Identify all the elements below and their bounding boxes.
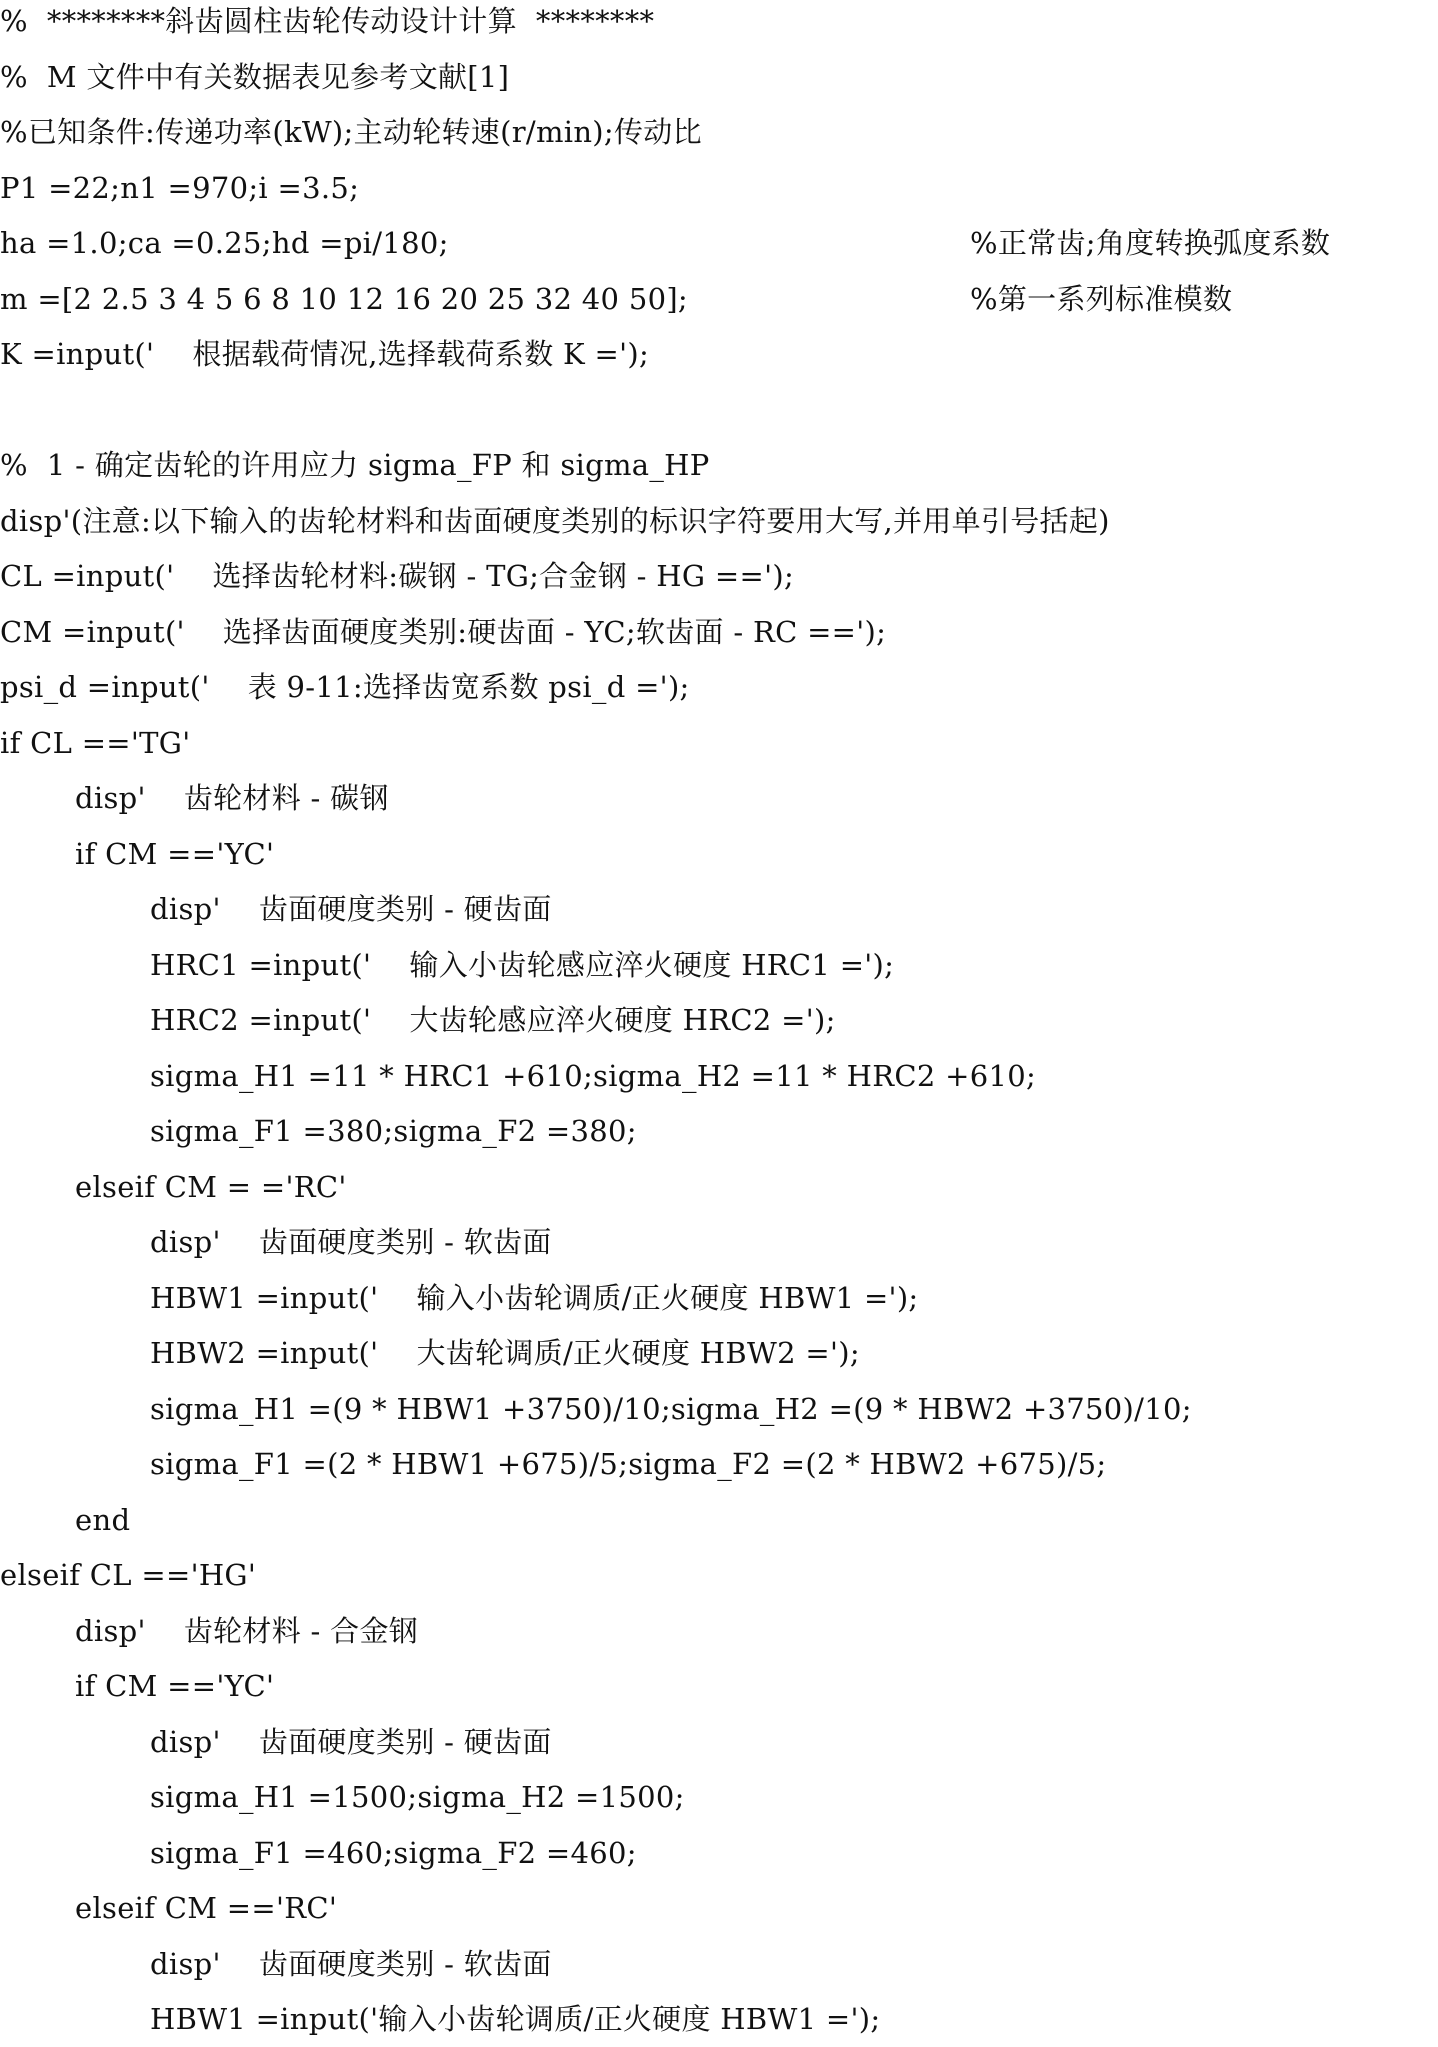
code-line [75, 1662, 274, 1710]
code-line-text: HRC2 =input(' 大齿轮感应淬火硬度 HRC2 ='); [150, 1003, 836, 1037]
code-line-text: sigma_H1 =(9 * HBW1 +3750)/10;sigma_H2 =(9 * HBW2 +3750)/10; [150, 1391, 1192, 1426]
code-line [75, 830, 274, 878]
code-line [0, 108, 702, 156]
code-line [150, 1829, 637, 1877]
code-line-text: disp' 齿面硬度类别 - 硬齿面 [150, 892, 552, 926]
code-line [150, 1274, 919, 1322]
code-line [150, 1440, 1106, 1488]
code-line-text: % 1 - 确定齿轮的许用应力 sigma_FP 和 sigma_HP [0, 448, 710, 482]
code-line [150, 885, 552, 933]
code-line-comment: %正常齿;角度转换弧度系数 [970, 226, 1331, 260]
code-line-text: P1 =22;n1 =970;i =3.5; [0, 170, 360, 205]
code-line-text: disp' 齿面硬度类别 - 软齿面 [150, 1946, 552, 1981]
code-line [0, 275, 1233, 323]
code-line-text: if CM =='YC' [75, 836, 275, 871]
code-line [0, 552, 794, 600]
code-line [0, 441, 710, 489]
code-line-text: sigma_H1 =1500;sigma_H2 =1500; [150, 1780, 685, 1814]
code-line-text: sigma_F1 =460;sigma_F2 =460; [150, 1835, 637, 1870]
code-line [0, 608, 886, 656]
code-line [150, 1940, 552, 1988]
code-line [150, 1385, 1192, 1433]
code-line-text: elseif CM = ='RC' [75, 1169, 347, 1204]
code-line-text: HBW1 =input('输入小齿轮调质/正火硬度 HBW1 ='); [150, 2002, 881, 2036]
code-line [150, 996, 836, 1044]
code-line-text: % M 文件中有关数据表见参考文献[1] [0, 59, 510, 94]
code-line-text: CM =input(' 选择齿面硬度类别:硬齿面 - YC;软齿面 - RC =='); [0, 614, 887, 649]
code-line [0, 219, 1331, 267]
code-line [75, 1607, 418, 1655]
code-line-comment: %第一系列标准模数 [970, 281, 1233, 316]
code-line-text: ha =1.0;ca =0.25;hd =pi/180; [0, 226, 449, 260]
code-line-text: end [75, 1502, 131, 1537]
code-line-text: sigma_H1 =11 * HRC1 +610;sigma_H2 =11 * HRC2 +610; [150, 1058, 1037, 1093]
code-line-text: disp'(注意:以下输入的齿轮材料和齿面硬度类别的标识字符要用大写,并用单引号括起) [0, 503, 1110, 538]
code-line [0, 164, 359, 212]
code-line-text: disp' 齿面硬度类别 - 软齿面 [150, 1225, 552, 1259]
code-line-text: %已知条件:传递功率(kW);主动轮转速(r/min);传动比 [0, 115, 702, 149]
code-line-text: sigma_F1 =380;sigma_F2 =380; [150, 1114, 637, 1148]
code-line-text: % ********斜齿圆柱齿轮传动设计计算 ******** [0, 4, 655, 38]
code-line [0, 1551, 256, 1599]
code-line-text: psi_d =input(' 表 9-11:选择齿宽系数 psi_d ='); [0, 670, 690, 704]
code-line [75, 1884, 337, 1932]
code-line-text: elseif CL =='HG' [0, 1558, 257, 1592]
code-line [0, 0, 654, 45]
code-line [0, 330, 649, 378]
code-line-text: sigma_F1 =(2 * HBW1 +675)/5;sigma_F2 =(2 * HBW2 +675)/5; [150, 1447, 1107, 1481]
code-line-text: m =[2 2.5 3 4 5 6 8 10 12 16 20 25 32 40 50]; [0, 281, 689, 316]
code-line-text: if CM =='YC' [75, 1669, 275, 1703]
code-line [150, 1052, 1036, 1100]
code-line [150, 1718, 552, 1766]
code-line-text: disp' 齿轮材料 - 合金钢 [75, 1613, 419, 1648]
code-line-text: HBW2 =input(' 大齿轮调质/正火硬度 HBW2 ='); [150, 1336, 860, 1370]
code-line [150, 1329, 860, 1377]
code-line [0, 497, 1110, 545]
code-line [150, 1773, 685, 1821]
code-line [0, 663, 690, 711]
code-line [75, 774, 389, 822]
code-line [0, 53, 509, 101]
code-line-text: disp' 齿面硬度类别 - 硬齿面 [150, 1724, 552, 1759]
code-line [0, 719, 191, 767]
code-line [75, 1496, 130, 1544]
code-line-text: CL =input(' 选择齿轮材料:碳钢 - TG;合金钢 - HG =='); [0, 559, 795, 593]
code-line [150, 1218, 552, 1266]
code-line-text: K =input(' 根据载荷情况,选择载荷系数 K ='); [0, 337, 650, 371]
code-line [75, 1163, 347, 1211]
code-line [150, 941, 894, 989]
code-line [150, 1107, 637, 1155]
code-line-text: HRC1 =input(' 输入小齿轮感应淬火硬度 HRC1 ='); [150, 947, 895, 982]
code-line-text: disp' 齿轮材料 - 碳钢 [75, 781, 389, 815]
code-line-text: if CL =='TG' [0, 725, 191, 760]
code-line-text: elseif CM =='RC' [75, 1891, 338, 1925]
code-line [150, 1995, 880, 2043]
code-line-text: HBW1 =input(' 输入小齿轮调质/正火硬度 HBW1 ='); [150, 1280, 919, 1315]
